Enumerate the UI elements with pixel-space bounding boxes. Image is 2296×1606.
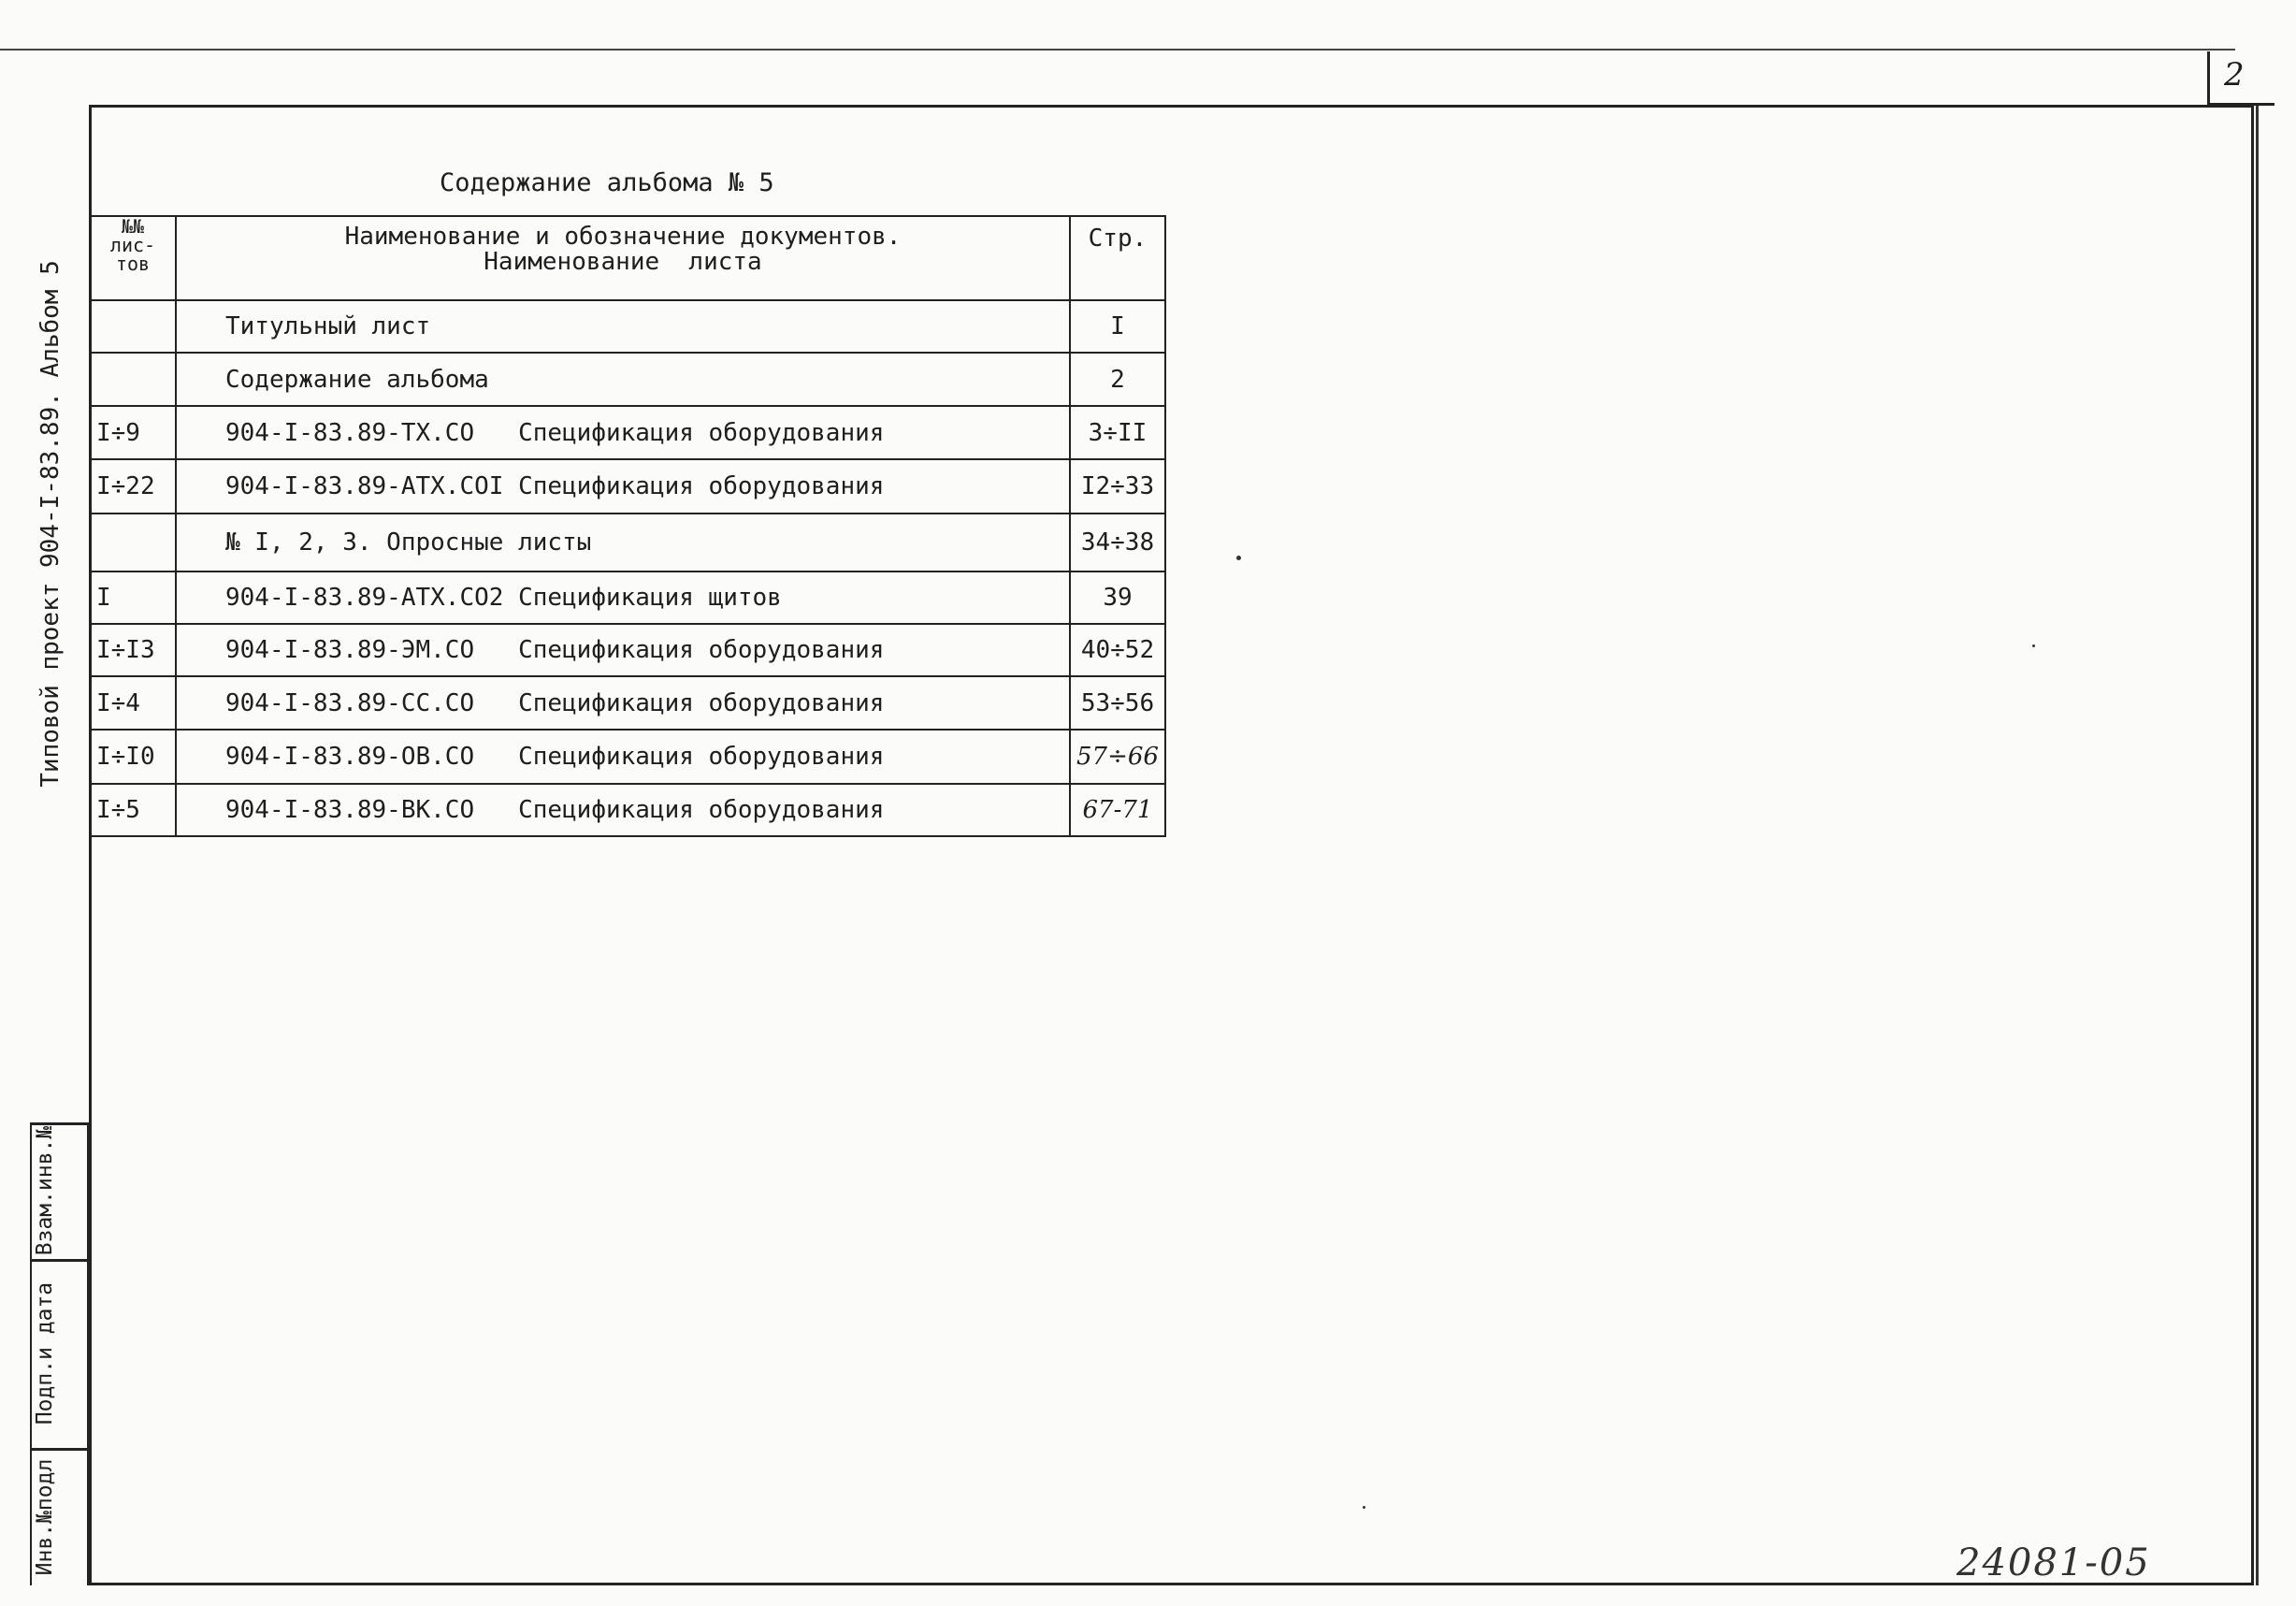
stamp-inv-orig: Инв.№подл [33, 1458, 57, 1576]
row-page: I [1070, 300, 1165, 353]
row-sheets: I÷4 [90, 676, 176, 730]
table-header-row [90, 216, 1165, 300]
row-sheets: I÷22 [90, 459, 176, 514]
inventory-number: 24081-05 [1957, 1541, 2151, 1584]
row-sheets [90, 514, 176, 572]
row-page: 40÷52 [1070, 624, 1165, 676]
header-name: Наименование и обозначение документов. Наименование листа [176, 216, 1070, 300]
row-name: Титульный лист [176, 300, 1070, 353]
top-border-line [0, 49, 2235, 51]
row-page: 2 [1070, 353, 1165, 406]
scan-speck [1363, 1506, 1365, 1509]
scan-speck [1236, 556, 1241, 560]
frame-right-edge [2249, 105, 2259, 1585]
scan-speck [2032, 644, 2035, 647]
row-page: 67-71 [1070, 784, 1165, 836]
stamp-inv-replace: Взам.инв.№ [33, 1125, 57, 1256]
table-row [90, 730, 1165, 784]
row-sheets: I÷I0 [90, 730, 176, 784]
row-name: 904-I-83.89-ТХ.СО Спецификация оборудования [176, 406, 1070, 459]
row-page: 53÷56 [1070, 676, 1165, 730]
row-page: 3÷II [1070, 406, 1165, 459]
table-row [90, 406, 1165, 459]
row-sheets [90, 353, 176, 406]
table-row [90, 676, 1165, 730]
album-title: Содержание альбома № 5 [440, 168, 774, 197]
table-row [90, 300, 1165, 353]
row-name: 904-I-83.89-СС.СО Спецификация оборудования [176, 676, 1070, 730]
row-page: 39 [1070, 572, 1165, 624]
table-row [90, 572, 1165, 624]
row-name: 904-I-83.89-ОВ.СО Спецификация оборудования [176, 730, 1070, 784]
row-page: 34÷38 [1070, 514, 1165, 572]
row-name: Содержание альбома [176, 353, 1070, 406]
row-sheets: I÷5 [90, 784, 176, 836]
table-row [90, 784, 1165, 836]
row-page: I2÷33 [1070, 459, 1165, 514]
row-name: 904-I-83.89-ЭМ.СО Спецификация оборудования [176, 624, 1070, 676]
sheet-number: 2 [2224, 56, 2245, 94]
table-row [90, 624, 1165, 676]
row-sheets: I÷I3 [90, 624, 176, 676]
side-project-title: Типовой проект 904-I-83.89. Альбом 5 [36, 260, 65, 788]
row-name: 904-I-83.89-АТХ.СОI Спецификация оборудования [176, 459, 1070, 514]
row-name: 904-I-83.89-АТХ.СО2 Спецификация щитов [176, 572, 1070, 624]
row-name: № I, 2, 3. Опросные листы [176, 514, 1070, 572]
row-name: 904-I-83.89-ВК.СО Спецификация оборудования [176, 784, 1070, 836]
header-page: Стр. [1070, 216, 1165, 300]
stamp-divider [30, 1448, 90, 1451]
table-row [90, 353, 1165, 406]
table-row [90, 459, 1165, 514]
row-page: 57÷66 [1070, 730, 1165, 784]
contents-table [89, 215, 1166, 837]
header-sheets: №№ лис- тов [90, 216, 176, 300]
table-row [90, 514, 1165, 572]
row-sheets: I÷9 [90, 406, 176, 459]
stamp-divider [30, 1259, 90, 1262]
row-sheets: I [90, 572, 176, 624]
stamp-sign-date: Подп.и дата [33, 1281, 57, 1425]
row-sheets [90, 300, 176, 353]
